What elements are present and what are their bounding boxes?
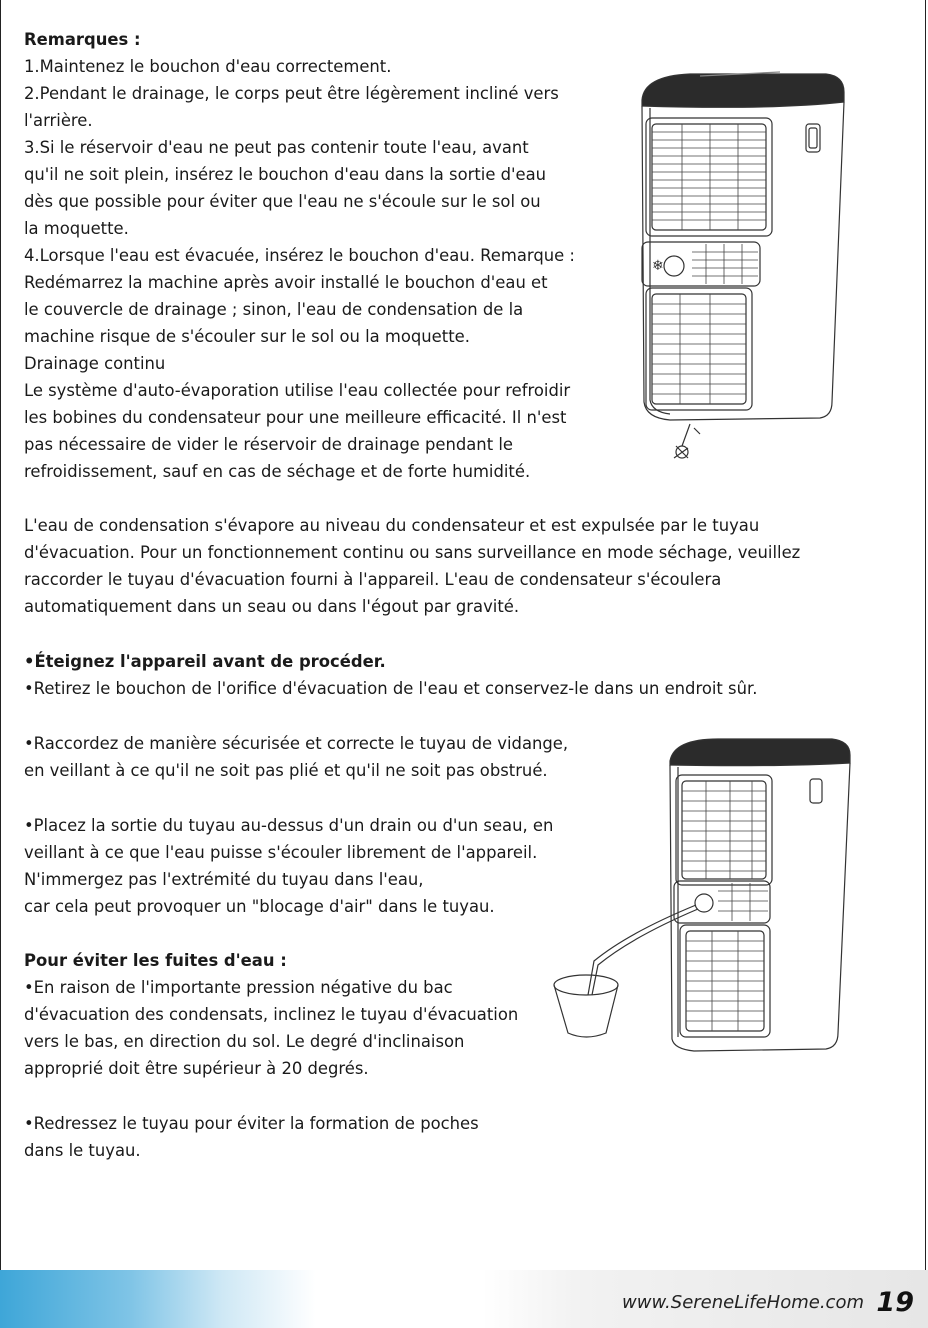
bullet-line: en veillant à ce qu'il ne soit pas plié et qu'il ne soit pas obstrué. [24, 761, 548, 780]
notes-line: l'arrière. [24, 111, 93, 130]
air-conditioner-drain-hose-illustration [548, 733, 854, 1055]
notes-line: 2.Pendant le drainage, le corps peut être légèrement incliné vers [24, 84, 559, 103]
condensation-paragraph [24, 512, 800, 620]
bullet-line: •Placez la sortie du tuyau au-dessus d'un drain ou d'un seau, en [24, 816, 554, 835]
paragraph-line: raccorder le tuyau d'évacuation fourni à l'appareil. L'eau de condensateur s'écoulera [24, 570, 722, 589]
notes-block [24, 26, 575, 485]
paragraph-line: automatiquement dans un seau ou dans l'égout par gravité. [24, 597, 520, 616]
footer-band [0, 1270, 928, 1328]
bullet-straighten-hose [24, 1110, 479, 1164]
notes-line: Le système d'auto-évaporation utilise l'eau collectée pour refroidir [24, 381, 571, 400]
leak-line: approprié doit être supérieur à 20 degrés. [24, 1059, 369, 1078]
paragraph-line: d'évacuation. Pour un fonctionnement continu ou sans surveillance en mode séchage, veuillez [24, 543, 801, 562]
bullet-place-outlet [24, 812, 553, 920]
bullet-line: •Redressez le tuyau pour éviter la formation de poches [24, 1114, 479, 1133]
notes-line: machine risque de s'écouler sur le sol ou la moquette. [24, 327, 470, 346]
page-number: 19 [876, 1287, 914, 1318]
bullet-remove-plug: •Retirez le bouchon de l'orifice d'évacuation de l'eau et conservez-le dans un endroit sûr. [24, 679, 758, 698]
bullet-connect-hose [24, 730, 568, 784]
bullet-line: veillant à ce que l'eau puisse s'écouler librement de l'appareil. [24, 843, 538, 862]
notes-line: 3.Si le réservoir d'eau ne peut pas contenir toute l'eau, avant [24, 138, 529, 157]
air-conditioner-drain-plug-illustration [630, 62, 850, 472]
notes-line: 1.Maintenez le bouchon d'eau correctement. [24, 57, 392, 76]
notes-line: la moquette. [24, 219, 129, 238]
notes-heading: Remarques : [24, 30, 141, 49]
bullet-line: dans le tuyau. [24, 1141, 141, 1160]
notes-line: 4.Lorsque l'eau est évacuée, insérez le bouchon d'eau. Remarque : [24, 246, 575, 265]
leak-heading: Pour éviter les fuites d'eau : [24, 951, 287, 970]
leak-line: •En raison de l'importante pression négative du bac [24, 978, 453, 997]
svg-text:❄: ❄ [652, 258, 664, 274]
notes-line: Redémarrez la machine après avoir installé le bouchon d'eau et [24, 273, 548, 292]
leak-line: d'évacuation des condensats, inclinez le tuyau d'évacuation [24, 1005, 519, 1024]
notes-line: dès que possible pour éviter que l'eau ne s'écoule sur le sol ou [24, 192, 541, 211]
notes-line: le couvercle de drainage ; sinon, l'eau de condensation de la [24, 300, 524, 319]
notes-line: les bobines du condensateur pour une meilleure efficacité. Il n'est [24, 408, 567, 427]
paragraph-line: L'eau de condensation s'évapore au niveau du condensateur et est expulsée par le tuyau [24, 516, 760, 535]
leak-prevention [24, 947, 518, 1082]
bullets-power [24, 648, 757, 702]
bullet-turn-off: •Éteignez l'appareil avant de procéder. [24, 652, 386, 671]
notes-line: pas nécessaire de vider le réservoir de drainage pendant le [24, 435, 513, 454]
leak-line: vers le bas, en direction du sol. Le degré d'inclinaison [24, 1032, 465, 1051]
bullet-line: N'immergez pas l'extrémité du tuyau dans l'eau, [24, 870, 424, 889]
website-url: www.SereneLifeHome.com [622, 1292, 864, 1313]
notes-line: Drainage continu [24, 354, 166, 373]
bullet-line: car cela peut provoquer un "blocage d'air" dans le tuyau. [24, 897, 495, 916]
bullet-line: •Raccordez de manière sécurisée et correcte le tuyau de vidange, [24, 734, 569, 753]
notes-line: qu'il ne soit plein, insérez le bouchon d'eau dans la sortie d'eau [24, 165, 547, 184]
notes-line: refroidissement, sauf en cas de séchage et de forte humidité. [24, 462, 531, 481]
